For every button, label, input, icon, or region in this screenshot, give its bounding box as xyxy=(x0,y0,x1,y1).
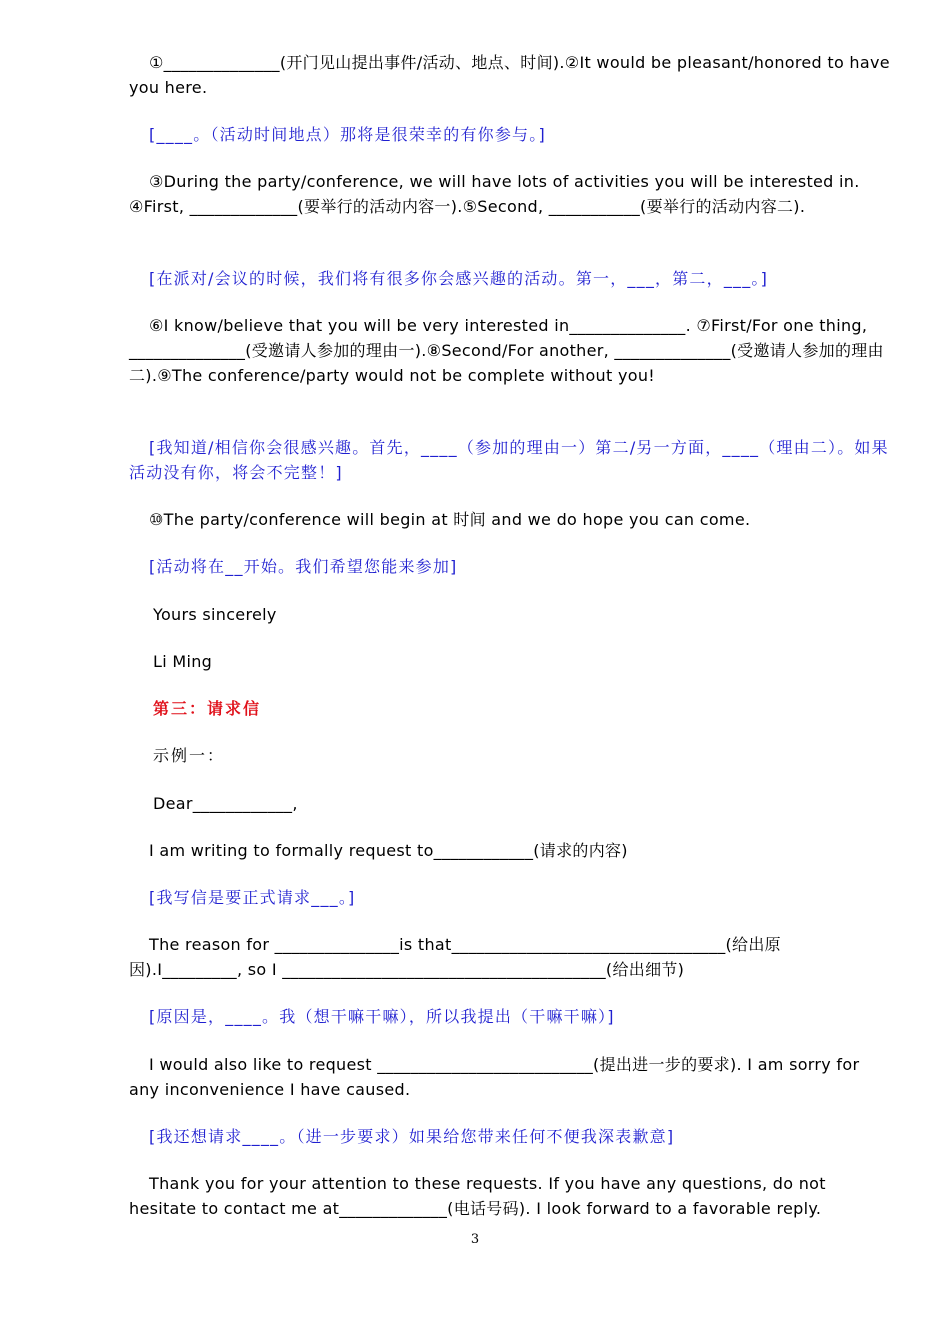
signoff-line: Yours sincerely xyxy=(153,605,277,624)
invitation-closing-translation: [活动将在__开始。我们希望您能来参加] xyxy=(149,557,458,576)
request-closing-paragraph: Thank you for your attention to these requests. If you have any questions, do not hesitate to contact me at_____________(电话号码). I look forward to a favorable reply. xyxy=(129,1174,826,1218)
request-reason-translation: [原因是，____。我（想干嘛干嘛），所以我提出（干嘛干嘛）] xyxy=(149,1007,615,1026)
request-opening-paragraph: I am writing to formally request to____________(请求的内容) xyxy=(149,841,628,860)
request-further-translation: [我还想请求____。（进一步要求）如果给您带来任何不便我深表歉意] xyxy=(149,1127,675,1146)
invitation-activities-paragraph: ③During the party/conference, we will have lots of activities you will be interested in. ④First, _____________(要举行的活动内容一).⑤Second, ___________(要举行的活动内容二). xyxy=(129,172,860,216)
invitation-reasons-translation: [我知道/相信你会很感兴趣。首先，____（参加的理由一）第二/另一方面，____（理由二）。如果活动没有你，将会不完整！] xyxy=(129,438,889,482)
invitation-closing-paragraph: ⑩The party/conference will begin at 时间 and we do hope you can come. xyxy=(149,510,751,529)
request-opening-translation: [我写信是要正式请求___。] xyxy=(149,888,356,907)
invitation-activities-translation: [在派对/会议的时候，我们将有很多你会感兴趣的活动。第一，___，第二，___。] xyxy=(149,269,769,288)
request-further-paragraph: I would also like to request __________________________(提出进一步的要求). I am sorry for any inconvenience I have caused. xyxy=(129,1055,860,1099)
invitation-opening-paragraph: ①______________(开门见山提出事件/活动、地点、时间).②It would be pleasant/honored to have you here. xyxy=(129,53,890,97)
signature-name: Li Ming xyxy=(153,652,213,671)
invitation-reasons-paragraph: ⑥I know/believe that you will be very interested in______________. ⑦First/For one thing, ______________(受邀请人参加的理由一).⑧Second/For another, ______________(受邀请人参加的理由二).⑨The conference/party would not be complete without you! xyxy=(129,316,884,385)
example-label: 示例一： xyxy=(153,746,226,765)
page-number: 3 xyxy=(470,1232,480,1247)
salutation-line: Dear____________, xyxy=(153,794,298,813)
request-reason-paragraph: The reason for _______________is that_________________________________(给出原因).I_________, so I _______________________________________(给出细节) xyxy=(129,935,781,979)
section-heading-request-letter: 第三：请求信 xyxy=(153,699,262,718)
invitation-opening-translation: [____。（活动时间地点）那将是很荣幸的有你参与。] xyxy=(149,125,546,144)
